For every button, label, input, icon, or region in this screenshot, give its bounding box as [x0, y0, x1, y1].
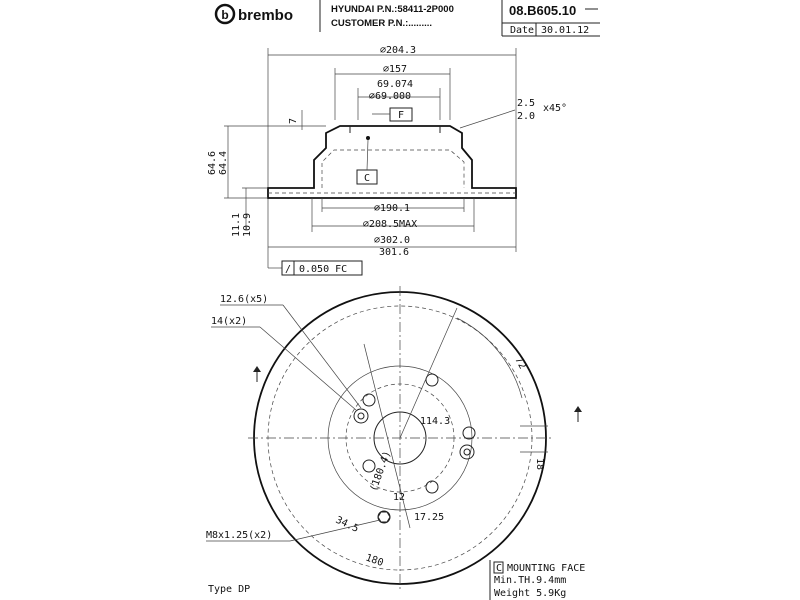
dim-angle-72: 72 — [512, 355, 528, 372]
dim-18: 18 — [534, 458, 545, 471]
datum-c-point — [366, 136, 370, 140]
callout-holes-2: 14(x2) — [211, 316, 248, 327]
runout-symbol: / — [284, 264, 292, 275]
locating-hole-1-inner — [358, 413, 364, 419]
brand-logo — [216, 5, 293, 24]
type-label: Type DP — [208, 584, 251, 595]
dim-302-upper: ∅302.0 — [373, 235, 411, 246]
part-number: 08.B605.10 — [509, 3, 577, 18]
mounting-box-label: C — [496, 563, 503, 574]
dim-180: 180 — [363, 552, 385, 569]
dim-34-5: 34.5 — [333, 514, 361, 535]
datum-f: F — [397, 110, 405, 121]
bolt-hole-1 — [426, 374, 438, 386]
dim-thk-upper: 11.1 — [231, 212, 242, 237]
brand-name: brembo — [238, 7, 294, 24]
hat-inner-line — [322, 150, 464, 188]
notes — [208, 560, 585, 600]
min-thickness: Min.TH.9.4mm — [494, 575, 567, 586]
oem-part-number: HYUNDAI P.N.:58411-2P000 — [331, 4, 454, 15]
locating-hole-2-inner — [464, 449, 470, 455]
chamfer-upper: 2.5 — [517, 98, 536, 109]
angle-arc — [457, 318, 522, 398]
dim-180-4: (180.4) — [368, 449, 394, 494]
section-arrowhead-right — [574, 406, 582, 412]
dim-157: ∅157 — [382, 64, 408, 75]
chamfer-leader — [460, 110, 515, 128]
brand-logo-letter: b — [221, 8, 229, 22]
dim-12: 12 — [393, 492, 406, 503]
dim-height-lower: 64.4 — [218, 150, 229, 175]
dim-step: 7 — [288, 117, 299, 124]
bolt-hole-3 — [426, 481, 438, 493]
callout-holes-5-leader — [283, 305, 361, 408]
date-label: Date — [510, 25, 535, 36]
chamfer-lower: 2.0 — [517, 111, 536, 122]
locating-hole-2 — [460, 445, 474, 459]
dim-hub-upper: 69.074 — [376, 79, 414, 90]
bolt-hole-5 — [363, 394, 375, 406]
dim-208: ∅208.5MAX — [362, 219, 418, 230]
disc-profile — [268, 126, 516, 198]
weight: Weight 5.9Kg — [494, 588, 567, 599]
date-value: 30.01.12 — [541, 25, 590, 36]
dim-302-lower: 301.6 — [378, 247, 410, 258]
dim-204: ∅204.3 — [379, 45, 417, 56]
threaded-hole — [378, 511, 390, 523]
bolt-hole-2 — [463, 427, 475, 439]
customer-part-number: CUSTOMER P.N.:......... — [331, 18, 432, 29]
dim-17-25: 17.25 — [414, 512, 445, 523]
dim-190: ∅190.1 — [373, 203, 411, 214]
callout-holes-5: 12.6(x5) — [220, 294, 269, 305]
runout-value: 0.050 FC — [299, 264, 348, 275]
mounting-face: MOUNTING FACE — [507, 563, 586, 574]
dim-hub-lower: ∅69.000 — [368, 91, 412, 102]
datum-c-leader — [367, 140, 368, 170]
chamfer-angle: x45° — [543, 103, 568, 114]
dim-pcd: 114.3 — [420, 416, 451, 427]
bolt-hole-4 — [363, 460, 375, 472]
dim-thk-lower: 10.9 — [242, 212, 253, 237]
front-view — [206, 286, 582, 590]
section-view — [207, 45, 567, 275]
datum-c: C — [363, 173, 371, 184]
locating-hole-1 — [354, 409, 368, 423]
dim-height-upper: 64.6 — [207, 150, 218, 175]
thread-callout: M8x1.25(x2) — [206, 530, 273, 541]
section-arrowhead-left — [253, 366, 261, 372]
threaded-hole-hex — [378, 512, 390, 522]
